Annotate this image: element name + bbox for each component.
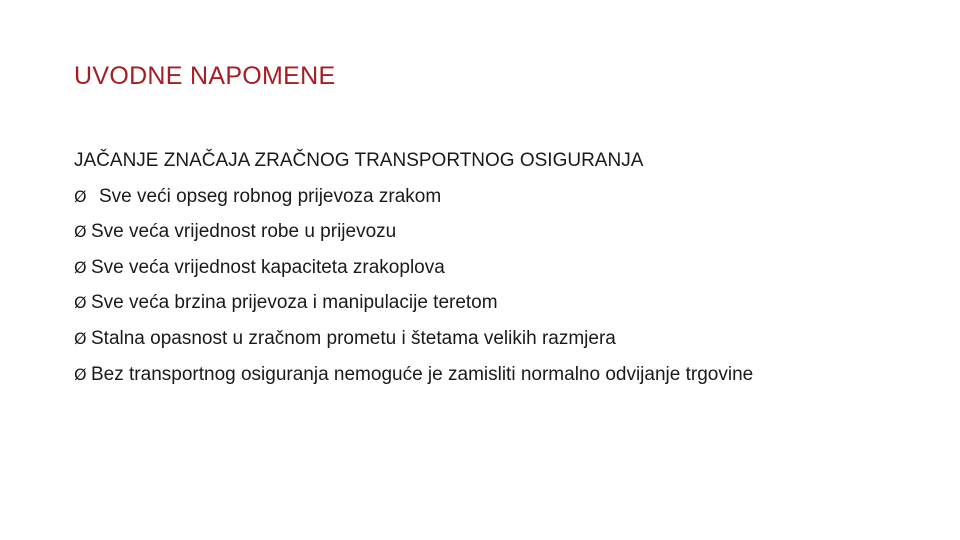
arrowhead-bullet-icon: Ø (74, 186, 87, 206)
bullet-text: Bez transportnog osiguranja nemoguće je zamisliti normalno odvijanje trgovine (91, 363, 754, 385)
bullet-text: Sve veća brzina prijevoza i manipulacije teretom (91, 292, 498, 314)
arrowhead-bullet-icon: Ø (74, 293, 87, 313)
bullet-item (74, 324, 934, 360)
arrowhead-bullet-icon: Ø (74, 328, 87, 348)
arrowhead-bullet-icon: Ø (74, 257, 87, 277)
bullet-text: Stalna opasnost u zračnom prometu i štetama velikih razmjera (91, 327, 616, 349)
slide-title: UVODNE NAPOMENE (74, 62, 336, 90)
bullet-item (74, 217, 934, 253)
bullet-item (74, 288, 934, 324)
bullet-item (74, 253, 934, 289)
bullet-item (74, 182, 934, 218)
arrowhead-bullet-icon: Ø (74, 222, 87, 242)
section-heading: JAČANJE ZNAČAJA ZRAČNOG TRANSPORTNOG OSIGURANJA (74, 150, 644, 171)
bullet-text: Sve veća vrijednost kapaciteta zrakoplova (91, 256, 445, 278)
slide-body (74, 146, 934, 395)
arrowhead-bullet-icon: Ø (74, 364, 87, 384)
bullet-item (74, 360, 934, 396)
bullet-text: Sve veća vrijednost robe u prijevozu (91, 221, 397, 243)
bullet-text: Sve veći opseg robnog prijevoza zrakom (99, 185, 442, 207)
